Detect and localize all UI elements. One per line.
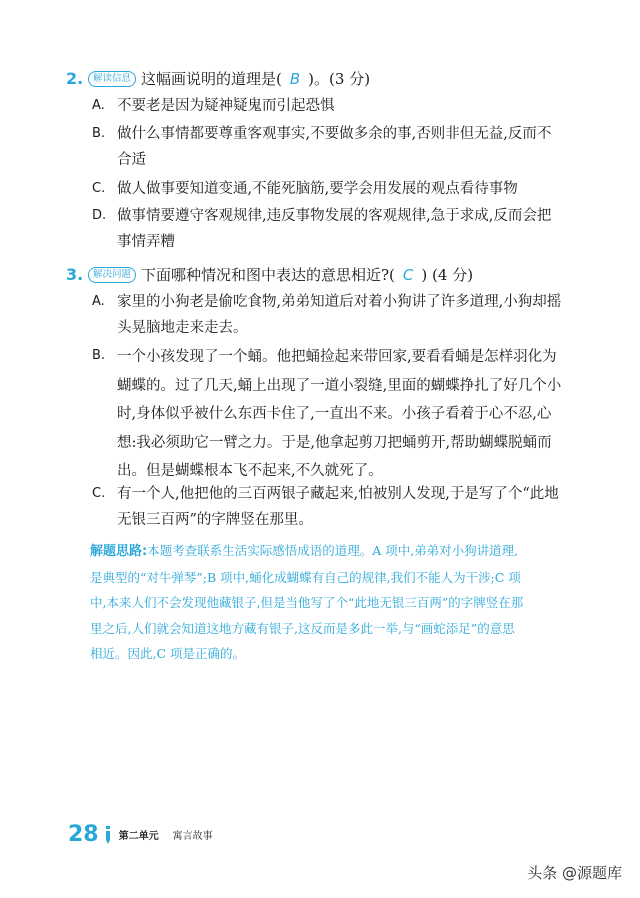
question-3-tag: 解决问题	[88, 267, 136, 283]
option-line: 不要老是因为疑神疑鬼而引起恐惧	[117, 98, 335, 114]
option-line: 无银三百两”的字牌竖在那里。	[117, 512, 313, 528]
analysis-line: 本题考查联系生活实际感悟成语的道理。A 项中,弟弟对小狗讲道理,	[147, 543, 519, 558]
question-2-number: 2.	[66, 69, 84, 88]
question-3-stem: 下面哪种情况和图中表达的意思相近?(	[141, 266, 395, 284]
option-line: 家里的小狗老是偷吃食物,弟弟知道后对着小狗讲了许多道理,小狗却摇	[117, 294, 562, 310]
page-footer	[68, 822, 213, 847]
option-line: 做人做事要知道变通,不能死脑筋,要学会用发展的观点看待事物	[117, 181, 518, 197]
analysis-line: 是典型的“对牛弹琴”;B 项中,蛹化成蝴蝶有自己的规律,我们不能人为干涉;C 项	[90, 569, 521, 585]
option-line: 一个小孩发现了一个蛹。他把蛹捡起来带回家,要看看蛹是怎样羽化为	[117, 349, 557, 365]
unit-title: 寓言故事	[172, 831, 213, 842]
option-line: 想:我必须助它一臂之力。于是,他拿起剪刀把蛹剪开,帮助蝴蝶脱蛹而	[117, 434, 552, 451]
option-line: 有一个人,他把他的三百两银子藏起来,怕被别人发现,于是写了个“此地	[117, 486, 559, 502]
option-letter: B.	[92, 348, 106, 363]
question-2-stem: 这幅画说明的道理是(	[141, 70, 282, 88]
option-line: 做什么事情都要尊重客观事实,不要做多余的事,否则非但无益,反而不	[117, 126, 552, 142]
analysis-line: 里之后,人们就会知道这地方藏有银子,这反而是多此一举,与“画蛇添足”的意思	[90, 620, 515, 636]
option-letter: D.	[92, 208, 107, 223]
option-line: 蝴蝶的。过了几天,蛹上出现了一道小裂缝,里面的蝴蝶挣扎了好几个小	[117, 377, 562, 394]
option-letter: A.	[92, 98, 105, 113]
unit-label: 第二单元	[118, 831, 159, 842]
analysis-label: 解题思路:	[90, 544, 148, 559]
option-line: 时,身体似乎被什么东西卡住了,一直出不来。小孩子看着于心不忍,心	[117, 406, 552, 422]
question-3-answer: C	[402, 265, 414, 284]
page-number: 28	[68, 822, 99, 847]
option-letter: C.	[92, 486, 106, 501]
analysis-line: 中,本来人们不会发现他藏银子,但是当他写了个“此地无银三百两”的字牌竖在那	[90, 595, 524, 610]
watermark: 头条 @源题库	[527, 864, 622, 882]
pencil-icon	[103, 825, 113, 845]
option-letter: C.	[92, 181, 106, 196]
option-line: 合适	[117, 152, 146, 168]
option-line: 事情弄糟	[117, 234, 175, 250]
option-line: 出。但是蝴蝶根本飞不起来,不久就死了。	[117, 463, 383, 479]
analysis-line: 相近。因此,C 项是正确的。	[90, 646, 246, 661]
question-3-number: 3.	[66, 265, 84, 284]
question-2-header	[66, 68, 370, 89]
option-line: 做事情要遵守客观规律,违反事物发展的客观规律,急于求成,反而会把	[117, 208, 552, 224]
question-3-header	[66, 264, 473, 285]
question-2-stem-end: )。(3 分)	[308, 70, 371, 88]
answer-analysis	[90, 538, 575, 667]
option-letter: A.	[92, 294, 105, 309]
option-letter: B.	[92, 126, 106, 141]
question-2-answer: B	[289, 69, 301, 88]
question-2-tag: 解读信息	[88, 71, 136, 87]
option-line: 头晃脑地走来走去。	[117, 320, 248, 336]
question-3-stem-end: ) (4 分)	[421, 266, 474, 284]
